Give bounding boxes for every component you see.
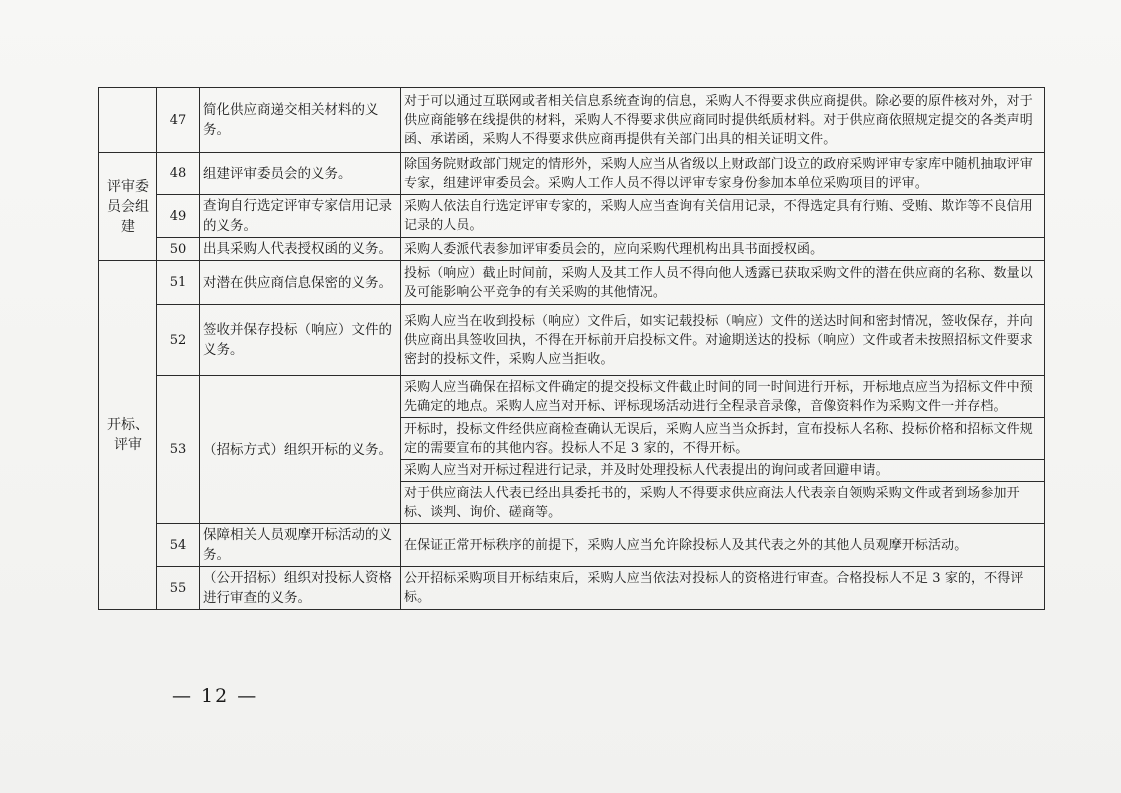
category-cell-empty [99, 88, 157, 153]
row-number: 51 [157, 261, 200, 305]
table-row [99, 376, 1045, 418]
row-number: 53 [157, 376, 200, 524]
duty-requirement: 采购人应当在收到投标（响应）文件后，如实记载投标（响应）文件的送达时间和密封情况，签收保存，并向供应商出具签收回执，不得在开标前开启投标文件。对逾期送达的投标（响应）文件或者未按照招标文件要求密封的投标文件，采购人应当拒收。 [401, 305, 1045, 376]
duty-item: （公开招标）组织对投标人资格进行审查的义务。 [200, 567, 401, 610]
duty-item: 简化供应商递交相关材料的义务。 [200, 88, 401, 153]
row-number: 52 [157, 305, 200, 376]
page-number: — 12 — [172, 685, 259, 707]
duty-item: （招标方式）组织开标的义务。 [200, 376, 401, 524]
duty-requirement: 公开招标采购项目开标结束后，采购人应当依法对投标人的资格进行审查。合格投标人不足 3 家的，不得评标。 [401, 567, 1045, 610]
duty-requirement: 在保证正常开标秩序的前提下，采购人应当允许除投标人及其代表之外的其他人员观摩开标活动。 [401, 524, 1045, 567]
duty-item: 对潜在供应商信息保密的义务。 [200, 261, 401, 305]
duty-requirement: 投标（响应）截止时间前，采购人及其工作人员不得向他人透露已获取采购文件的潜在供应商的名称、数量以及可能影响公平竞争的有关采购的其他情况。 [401, 261, 1045, 305]
duty-item: 查询自行选定评审专家信用记录的义务。 [200, 195, 401, 238]
table-row [99, 238, 1045, 261]
row-number: 49 [157, 195, 200, 238]
table-row [99, 305, 1045, 376]
row-number: 47 [157, 88, 200, 153]
duty-requirement: 采购人委派代表参加评审委员会的，应向采购代理机构出具书面授权函。 [401, 238, 1045, 261]
row-number: 48 [157, 153, 200, 195]
duty-requirement: 采购人依法自行选定评审专家的，采购人应当查询有关信用记录，不得选定具有行贿、受贿、欺诈等不良信用记录的人员。 [401, 195, 1045, 238]
duty-item: 保障相关人员观摩开标活动的义务。 [200, 524, 401, 567]
duty-requirement: 除国务院财政部门规定的情形外，采购人应当从省级以上财政部门设立的政府采购评审专家库中随机抽取评审专家，组建评审委员会。采购人工作人员不得以评审专家身份参加本单位采购项目的评审。 [401, 153, 1045, 195]
category-label: 评审委员会组建 [107, 178, 149, 235]
duty-item: 组建评审委员会的义务。 [200, 153, 401, 195]
table-row [99, 195, 1045, 238]
duty-requirement: 采购人应当对开标过程进行记录，并及时处理投标人代表提出的询问或者回避申请。 [401, 460, 1045, 482]
category-cell [99, 261, 157, 610]
table-row [99, 567, 1045, 610]
table-row [99, 88, 1045, 153]
duty-item: 出具采购人代表授权函的义务。 [200, 238, 401, 261]
row-number: 50 [157, 238, 200, 261]
duties-table [98, 87, 1045, 610]
category-cell [99, 153, 157, 261]
duty-requirement: 开标时，投标文件经供应商检查确认无误后，采购人应当当众拆封，宣布投标人名称、投标价格和招标文件规定的需要宣布的其他内容。投标人不足 3 家的，不得开标。 [401, 418, 1045, 460]
duty-item: 签收并保存投标（响应）文件的义务。 [200, 305, 401, 376]
row-number: 54 [157, 524, 200, 567]
duty-requirement: 对于可以通过互联网或者相关信息系统查询的信息，采购人不得要求供应商提供。除必要的原件核对外，对于供应商能够在线提供的材料，采购人不得要求供应商同时提供纸质材料。对于供应商依照规定提交的各类声明函、承诺函，采购人不得要求供应商再提供有关部门出具的相关证明文件。 [401, 88, 1045, 153]
row-number: 55 [157, 567, 200, 610]
table-row [99, 524, 1045, 567]
category-label: 开标、评审 [107, 417, 149, 453]
table-row [99, 153, 1045, 195]
duty-requirement: 对于供应商法人代表已经出具委托书的，采购人不得要求供应商法人代表亲自领购采购文件或者到场参加开标、谈判、询价、磋商等。 [401, 482, 1045, 524]
duty-requirement: 采购人应当确保在招标文件确定的提交投标文件截止时间的同一时间进行开标，开标地点应当为招标文件中预先确定的地点。采购人应当对开标、评标现场活动进行全程录音录像，音像资料作为采购文件一并存档。 [401, 376, 1045, 418]
table-row [99, 261, 1045, 305]
